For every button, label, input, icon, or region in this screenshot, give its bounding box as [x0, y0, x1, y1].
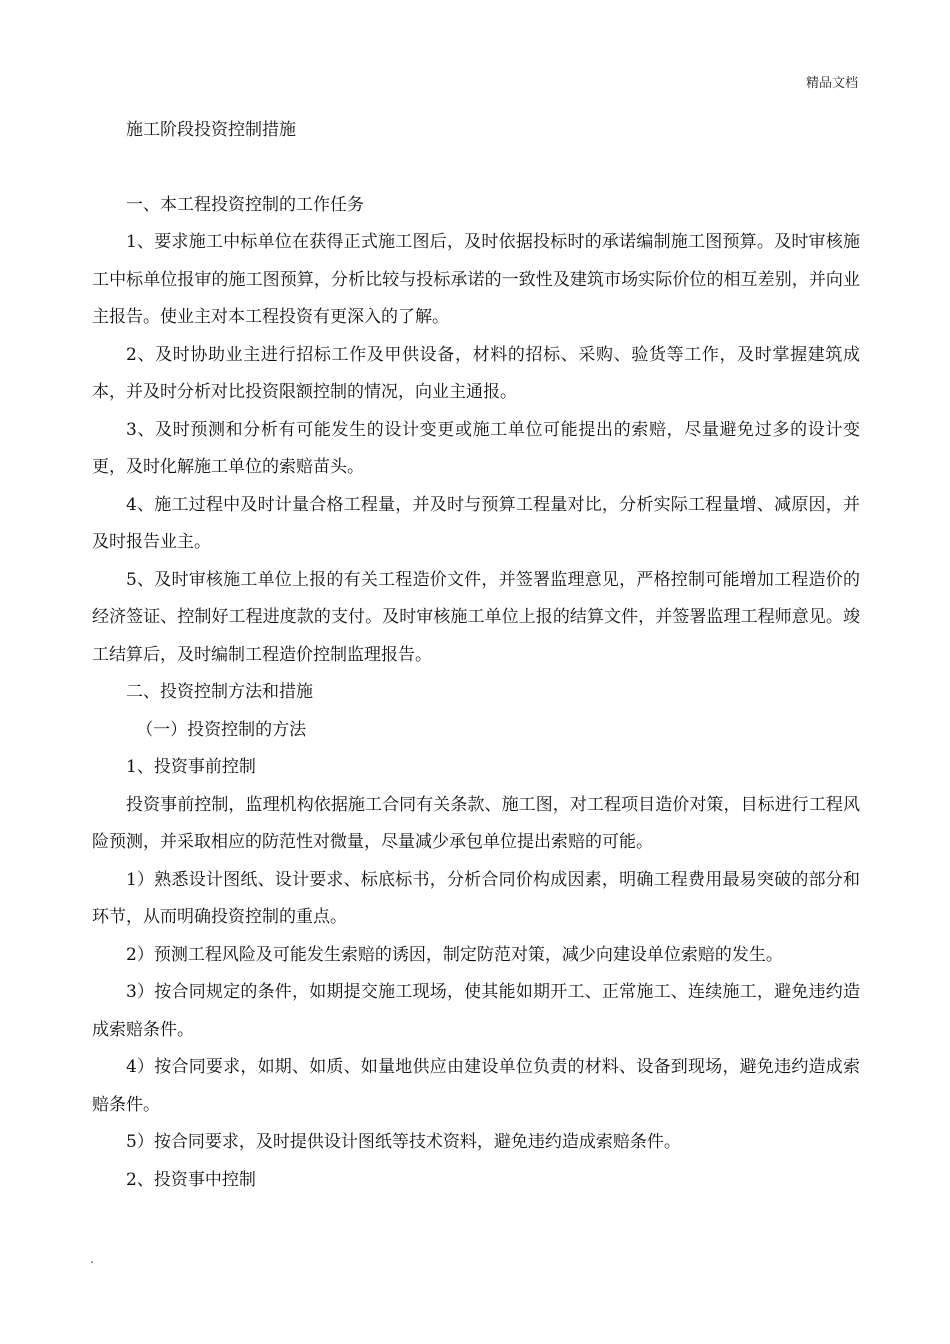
item-heading: 1、投资事前控制	[126, 757, 256, 777]
paragraph: 2）预测工程风险及可能发生索赔的诱因，制定防范对策，减少向建设单位索赔的发生。	[126, 944, 783, 965]
paragraph: 2、及时协助业主进行招标工作及甲供设备，材料的招标、采购、验货等工作，及时掌握建筑成本，并及时分析对比投资限额控制的情况，向业主通报。	[92, 344, 860, 402]
paragraph: 5）按合同要求，及时提供设计图纸等技术资料，避免违约造成索赔条件。	[126, 1132, 681, 1152]
item-heading: 2、投资事中控制	[126, 1169, 256, 1190]
footer-mark: .	[90, 1252, 94, 1266]
paragraph: 4）按合同要求，如期、如质、如量地供应由建设单位负责的材料、设备到现场，避免违约造成索赔条件。	[92, 1057, 860, 1115]
section-heading-2: 二、投资控制方法和措施	[126, 682, 313, 702]
document-title: 施工阶段投资控制措施	[126, 120, 296, 140]
document-body	[92, 112, 860, 1199]
page-header-label: 精品文档	[805, 76, 858, 91]
paragraph: 4、施工过程中及时计量合格工程量，并及时与预算工程量对比，分析实际工程量增、减原因，并及时报告业主。	[92, 494, 860, 552]
paragraph: 1、要求施工中标单位在获得正式施工图后，及时依据投标时的承诺编制施工图预算。及时审核施工中标单位报审的施工图预算，分析比较与投标承诺的一致性及建筑市场实际价位的相互差别，并向业主报告。使业主对本工程投资有更深入的了解。	[92, 232, 860, 327]
paragraph: 3、及时预测和分析有可能发生的设计变更或施工单位可能提出的索赔，尽量避免过多的设计变更，及时化解施工单位的索赔苗头。	[92, 419, 860, 477]
paragraph: 投资事前控制，监理机构依据施工合同有关条款、施工图，对工程项目造价对策，目标进行工程风险预测，并采取相应的防范性对微量，尽量减少承包单位提出索赔的可能。	[92, 794, 860, 852]
section-heading-1: 一、本工程投资控制的工作任务	[126, 194, 364, 215]
paragraph: 5、及时审核施工单位上报的有关工程造价文件，并签署监理意见，严格控制可能增加工程造价的经济签证、控制好工程进度款的支付。及时审核施工单位上报的结算文件，并签署监理工程师意见。竣工结算后，及时编制工程造价控制监理报告。	[92, 569, 860, 665]
subsection-heading: （一）投资控制的方法	[136, 719, 307, 740]
paragraph: 3）按合同规定的条件，如期提交施工现场，使其能如期开工、正常施工、连续施工，避免违约造成索赔条件。	[92, 982, 860, 1040]
paragraph: 1）熟悉设计图纸、设计要求、标底标书，分析合同价构成因素，明确工程费用最易突破的部分和环节，从而明确投资控制的重点。	[92, 869, 860, 927]
